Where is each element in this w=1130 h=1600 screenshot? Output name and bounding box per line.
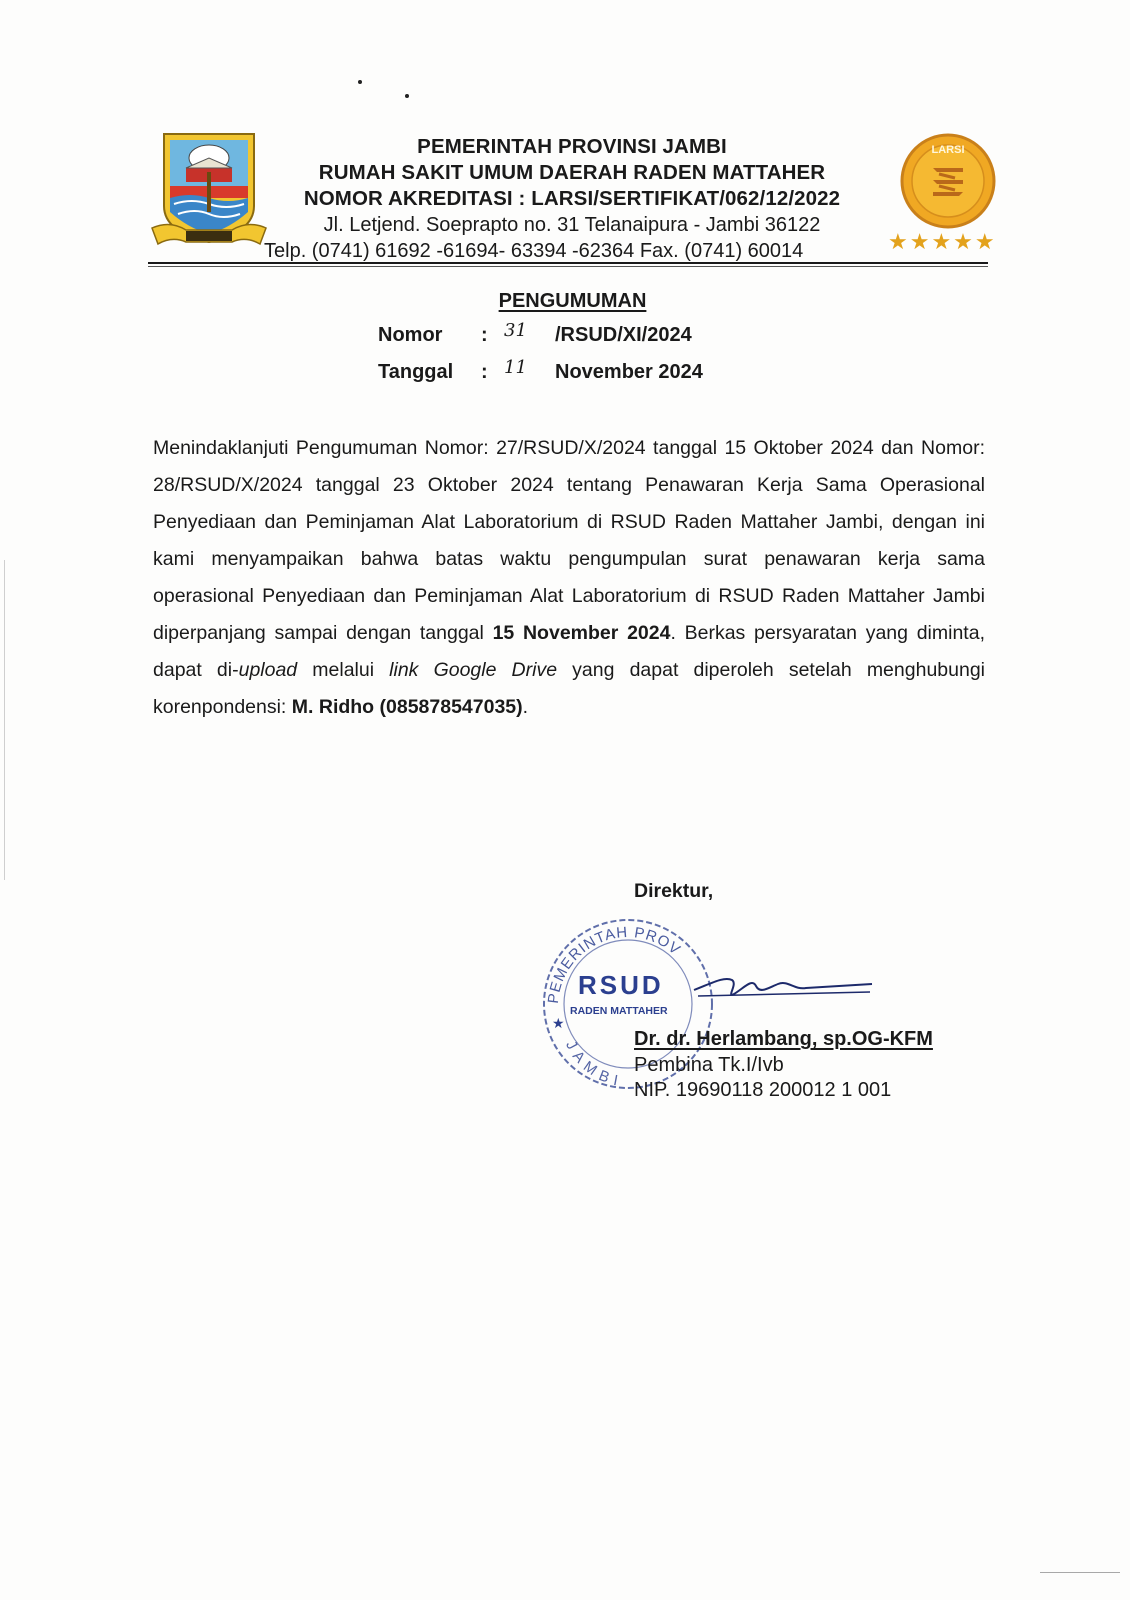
scan-edge [4, 560, 5, 880]
letterhead-hospital-name: RUMAH SAKIT UMUM DAERAH RADEN MATTAHER [318, 161, 826, 184]
number-colon: : [481, 324, 488, 346]
scan-speck [405, 94, 409, 98]
stamp-top-text: PEMERINTAH PROV [544, 923, 684, 1005]
signatory-rank: Pembina Tk.I/Ivb [634, 1054, 784, 1076]
signatory-title: Direktur, [634, 880, 714, 902]
number-handwritten: 31 [504, 320, 527, 341]
deadline-date: 15 November 2024 [492, 622, 671, 644]
letterhead [262, 134, 882, 262]
letterhead-phone: Telp. (0741) 61692 -61694- 63394 -62364 Fax. (0741) 60014 [264, 240, 804, 262]
number-value: /RSUD/XI/2024 [555, 324, 692, 346]
letterhead-address: Jl. Letjend. Soeprapto no. 31 Telanaipura - Jambi 36122 [323, 214, 821, 236]
svg-text:JAMBI [562, 1038, 625, 1091]
letterhead-divider-thin [148, 266, 988, 267]
announcement-body: Menindaklanjuti Pengumuman Nomor: 27/RSUD/X/2024 tanggal 15 Oktober 2024 dan Nomor: 28/RSUD/X/2024 tanggal 23 Oktober 2024 tentang Penawaran Kerja Sama Operasional Penyediaan dan Peminjaman Alat Laboratorium di RSUD Raden Mattaher Jambi, dengan ini kami menyampaikan bahwa batas waktu pengumpulan surat penawaran kerja sama operasional Penyediaan dan Peminjaman Alat Laboratorium di RSUD Raden Mattaher Jambi diperpanjang sampai dengan tanggal 15 November 2024. Berkas persyaratan yang diminta, dapat di-upload melalui link Google Drive yang dapat diperoleh setelah menghubungi korenpondensi: M. Ridho (085878547035). [153, 437, 985, 718]
handwritten-signature-icon [690, 970, 875, 1010]
contact-person: M. Ridho (085878547035) [291, 696, 523, 718]
date-handwritten: 11 [504, 357, 527, 378]
larsi-badge-label: LARSI [931, 144, 965, 156]
jambi-province-emblem-icon [150, 128, 268, 260]
letterhead-divider [148, 262, 988, 264]
scan-speck [358, 80, 362, 84]
date-label: Tanggal [378, 361, 454, 383]
accreditation-stars: ★★★★★ [888, 230, 997, 255]
letterhead-government: PEMERINTAH PROVINSI JAMBI [417, 135, 727, 158]
stamp-center-text: RSUD [578, 970, 664, 1000]
larsi-accreditation-badge-icon [893, 132, 1003, 230]
number-label: Nomor [378, 324, 443, 346]
scan-edge [1040, 1572, 1120, 1573]
announcement-title: PENGUMUMAN [498, 290, 647, 312]
stamp-bottom-text: JAMBI [562, 1037, 626, 1091]
date-value: November 2024 [555, 361, 703, 383]
stamp-sub-text: RADEN MATTAHER [570, 1005, 668, 1017]
date-colon: : [481, 361, 488, 383]
google-drive-text: Google Drive [433, 659, 558, 681]
signatory-name: Dr. dr. Herlambang, sp.OG-KFM [634, 1028, 933, 1050]
letterhead-accreditation-number: NOMOR AKREDITASI : LARSI/SERTIFIKAT/062/12/2022 [303, 187, 841, 210]
svg-text:★: ★ [552, 1016, 565, 1032]
signatory-nip: NIP. 19690118 200012 1 001 [634, 1079, 892, 1101]
